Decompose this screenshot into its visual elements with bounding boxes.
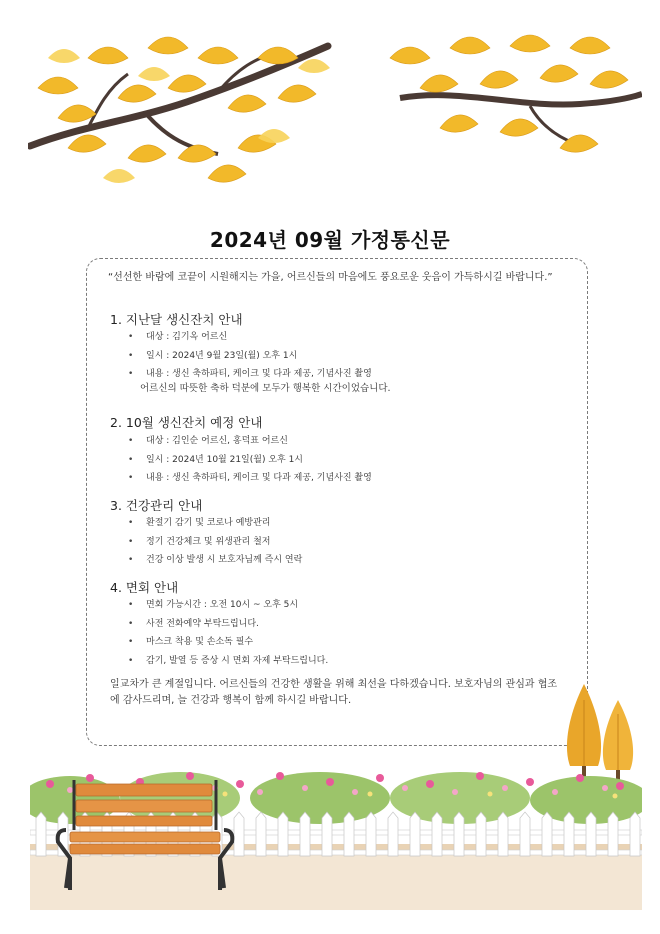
closing-message: 일교차가 큰 계절입니다. 어르신들의 건강한 생활을 위해 최선을 다하겠습니다. 보호자님의 관심과 협조에 감사드리며, 늘 건강과 행복이 함께 하시길 바랍니다. (110, 679, 558, 706)
section-4-list (128, 596, 328, 670)
ginkgo-branch-right-illustration (380, 28, 642, 168)
list-item: • 내용 : 생신 축하파티, 케이크 및 다과 제공, 기념사진 촬영 (128, 469, 372, 488)
list-item: • 대상 : 김인순 어르신, 홍덕표 어르신 (128, 432, 372, 451)
list-item: • 사전 전화예약 부탁드립니다. (128, 615, 328, 634)
intro-quote: “선선한 바람에 코끝이 시원해지는 가을, 어르신들의 마음에도 풍요로운 웃음이 가득하시길 바랍니다.” (108, 272, 553, 283)
list-item: • 환절기 감기 및 코로나 예방관리 (128, 514, 302, 533)
list-item: • 내용 : 생신 축하파티, 케이크 및 다과 제공, 기념사진 촬영 (128, 365, 372, 384)
list-item: • 면회 가능시간 : 오전 10시 ~ 오후 5시 (128, 596, 328, 615)
list-item: • 정기 건강체크 및 위생관리 철저 (128, 533, 302, 552)
list-item: • 건강 이상 발생 시 보호자님께 즉시 연락 (128, 551, 302, 570)
list-item: • 대상 : 김기옥 어르신 (128, 328, 372, 347)
list-item: • 일시 : 2024년 10월 21일(월) 오후 1시 (128, 451, 372, 470)
list-item: • 마스크 착용 및 손소독 필수 (128, 633, 328, 652)
section-heading-visiting: 4. 면회 안내 (110, 580, 179, 595)
section-heading-last-month-birthday: 1. 지난달 생신잔치 안내 (110, 312, 243, 327)
section-heading-health: 3. 건강관리 안내 (110, 498, 203, 513)
ginkgo-branch-left-illustration (28, 28, 338, 198)
section-1-note: 어르신의 따뜻한 축하 덕분에 모두가 행복한 시간이었습니다. (140, 383, 391, 394)
section-heading-october-birthday: 2. 10월 생신잔치 예정 안내 (110, 415, 263, 430)
list-item: • 일시 : 2024년 9월 23일(월) 오후 1시 (128, 347, 372, 366)
newsletter-title: 2024년 09월 가정통신문 (209, 228, 451, 252)
section-2-list (128, 432, 372, 488)
list-item: • 감기, 발열 등 증상 시 면회 자제 부탁드립니다. (128, 652, 328, 671)
garden-bench-scenery-illustration (30, 680, 642, 910)
section-3-list (128, 514, 302, 570)
section-1-list (128, 328, 372, 384)
